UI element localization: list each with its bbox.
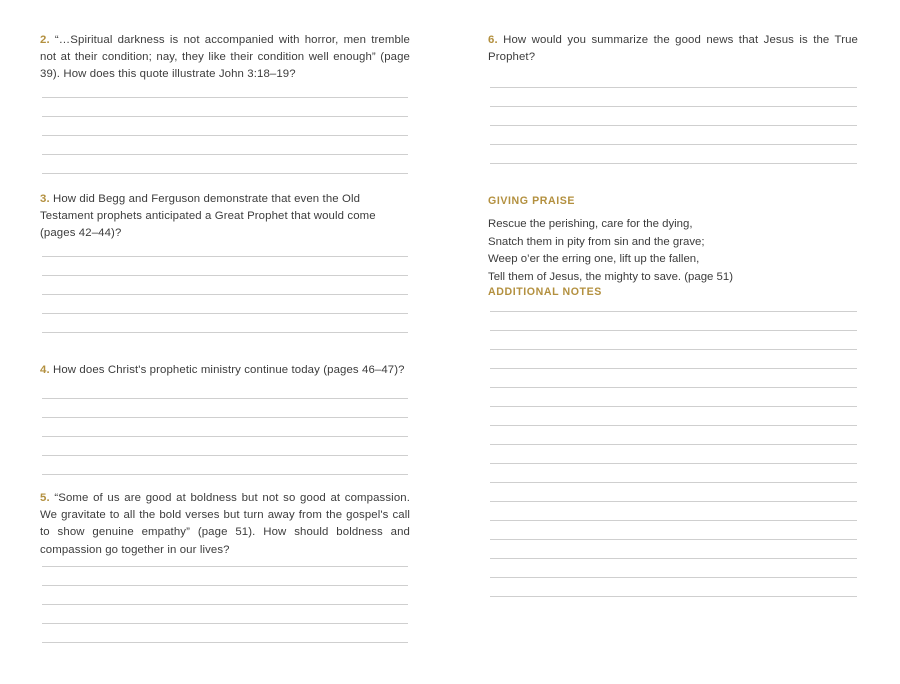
question-number-4: 4.: [40, 364, 50, 376]
ruled-line[interactable]: [490, 311, 857, 312]
answer-lines-6[interactable]: [490, 87, 857, 164]
ruled-line[interactable]: [490, 558, 857, 559]
question-block-3: [40, 191, 410, 243]
ruled-line[interactable]: [42, 455, 408, 456]
ruled-line[interactable]: [42, 173, 408, 174]
question-block-5: [40, 490, 410, 559]
additional-notes-lines[interactable]: [490, 311, 857, 597]
ruled-line[interactable]: [42, 566, 408, 567]
ruled-line[interactable]: [42, 474, 408, 475]
ruled-line[interactable]: [490, 163, 857, 164]
ruled-line[interactable]: [42, 332, 408, 333]
hymn-line: Tell them of Jesus, the mighty to save. (page 51): [488, 270, 734, 283]
giving-praise-heading: GIVING PRAISE: [488, 195, 576, 207]
hymn-line: Rescue the perishing, care for the dying,: [488, 218, 693, 230]
ruled-line[interactable]: [42, 623, 408, 624]
ruled-line[interactable]: [490, 520, 857, 521]
question-number-3: 3.: [40, 193, 50, 205]
question-body-3: How did Begg and Ferguson demonstrate that even the Old Testament prophets anticipated a Great Prophet that would come (pages 42–44)?: [40, 193, 376, 240]
ruled-line[interactable]: [490, 387, 857, 388]
ruled-line[interactable]: [490, 330, 857, 331]
ruled-line[interactable]: [490, 425, 857, 426]
ruled-line[interactable]: [490, 596, 857, 597]
hymn-line: Snatch them in pity from sin and the grave;: [488, 235, 705, 248]
question-body-4: How does Christ's prophetic ministry continue today (pages 46–47)?: [53, 364, 405, 376]
ruled-line[interactable]: [490, 463, 857, 464]
question-text-5: [40, 490, 410, 559]
question-body-5: “Some of us are good at boldness but not so good at compassion. We gravitate to all the bold verses but turn away from the gospel's call to show genuine empathy” (page 51). How should boldness and compassion go together in our lives?: [40, 492, 411, 556]
ruled-line[interactable]: [42, 436, 408, 437]
answer-lines-4[interactable]: [42, 398, 408, 475]
giving-praise-section: [488, 195, 858, 207]
question-block-4: [40, 362, 410, 379]
question-number-5: 5.: [40, 492, 50, 504]
ruled-line[interactable]: [42, 116, 408, 117]
ruled-line[interactable]: [42, 294, 408, 295]
answer-lines-2[interactable]: [42, 97, 408, 174]
ruled-line[interactable]: [42, 642, 408, 643]
additional-notes-section: [488, 286, 858, 298]
ruled-line[interactable]: [42, 275, 408, 276]
question-text-6: [488, 32, 858, 66]
question-block-6: [488, 32, 858, 66]
ruled-line[interactable]: [42, 256, 408, 257]
ruled-line[interactable]: [42, 585, 408, 586]
ruled-line[interactable]: [42, 154, 408, 155]
ruled-line[interactable]: [42, 97, 408, 98]
ruled-line[interactable]: [490, 349, 857, 350]
question-block-2: [40, 32, 410, 84]
ruled-line[interactable]: [490, 87, 857, 88]
ruled-line[interactable]: [490, 368, 857, 369]
answer-lines-5[interactable]: [42, 566, 408, 643]
question-text-2: [40, 32, 410, 84]
ruled-line[interactable]: [42, 135, 408, 136]
ruled-line[interactable]: [490, 125, 857, 126]
giving-praise-hymn: [488, 216, 858, 286]
question-text-3: [40, 191, 410, 243]
ruled-line[interactable]: [490, 144, 857, 145]
ruled-line[interactable]: [42, 313, 408, 314]
question-body-6: How would you summarize the good news that Jesus is the True Prophet?: [488, 34, 859, 64]
ruled-line[interactable]: [490, 539, 857, 540]
ruled-line[interactable]: [42, 417, 408, 418]
additional-notes-heading: ADDITIONAL NOTES: [488, 286, 602, 298]
ruled-line[interactable]: [490, 444, 857, 445]
question-number-6: 6.: [488, 34, 498, 46]
hymn-line: Weep o’er the erring one, lift up the fallen,: [488, 253, 700, 265]
ruled-line[interactable]: [42, 398, 408, 399]
ruled-line[interactable]: [42, 604, 408, 605]
question-number-2: 2.: [40, 34, 50, 46]
ruled-line[interactable]: [490, 501, 857, 502]
ruled-line[interactable]: [490, 106, 857, 107]
ruled-line[interactable]: [490, 482, 857, 483]
ruled-line[interactable]: [490, 577, 857, 578]
ruled-line[interactable]: [490, 406, 857, 407]
question-text-4: [40, 362, 410, 379]
answer-lines-3[interactable]: [42, 256, 408, 333]
question-body-2: “…Spiritual darkness is not accompanied with horror, men tremble not at their condition; nay, they like their condition well enough” (page 39). How does this quote illustrate John 3:18–19?: [40, 34, 410, 81]
